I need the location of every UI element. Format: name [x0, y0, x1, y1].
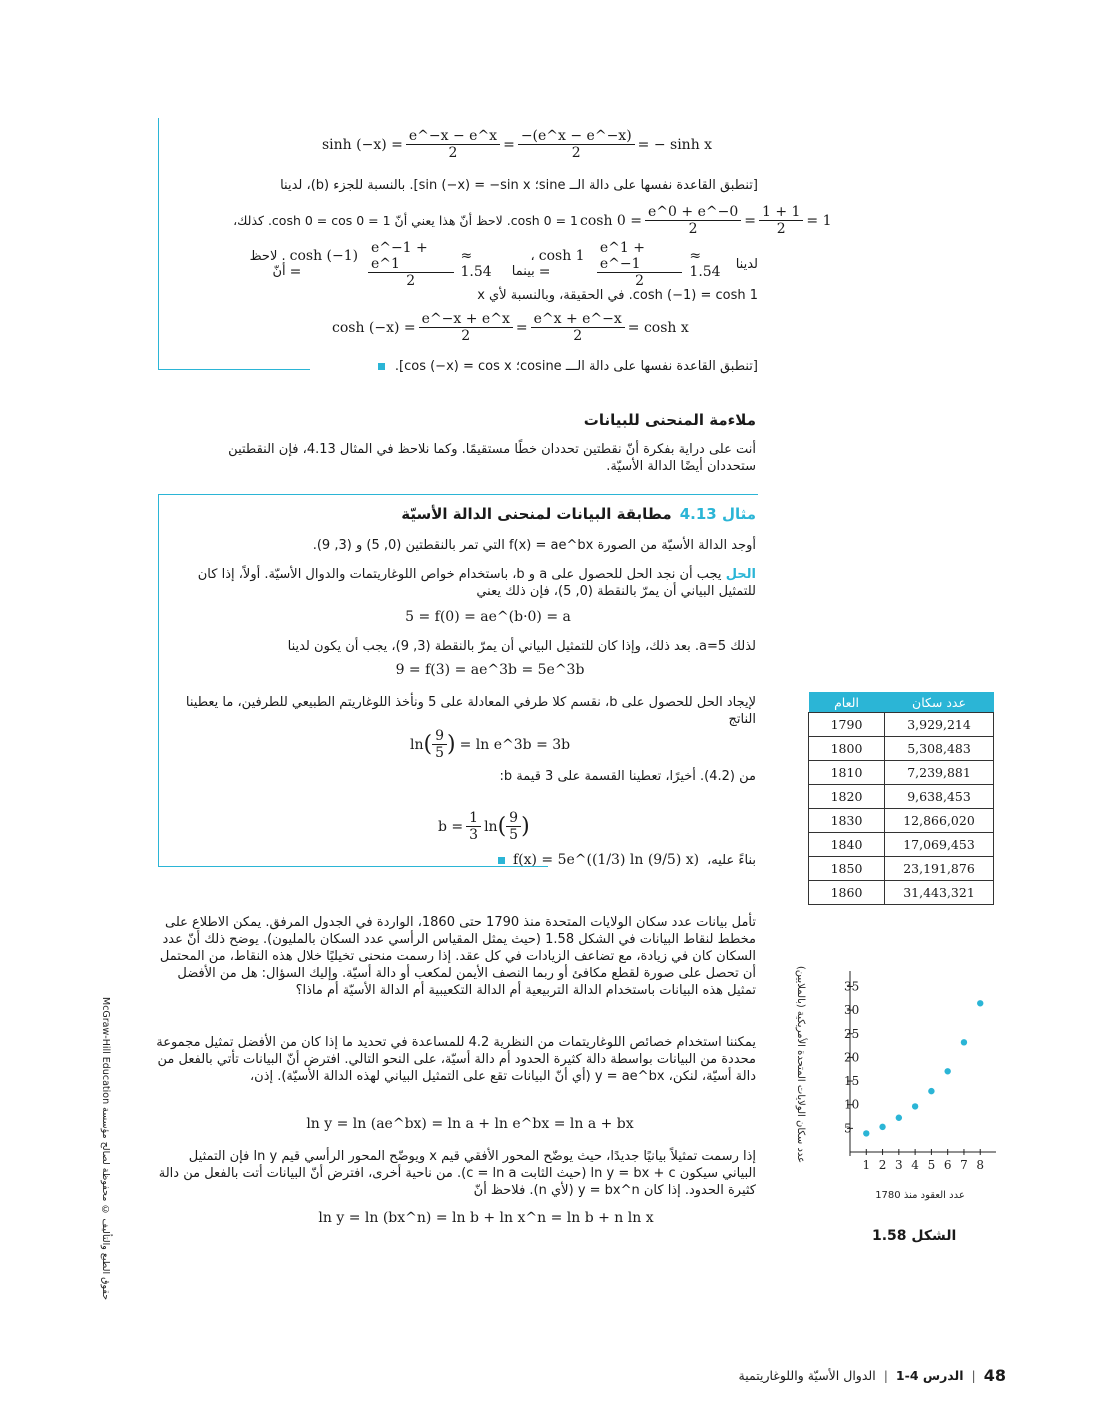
table-cell-year: 1790	[809, 713, 885, 737]
equation-f3: 9 = f(3) = ae^3b = 5e^3b	[395, 662, 585, 678]
table-row	[809, 809, 994, 833]
example-label: مثال 4.13	[679, 505, 756, 523]
chart-data-point	[863, 1130, 869, 1136]
chart-y-axis-label: عدد سكان الولايات المتحدة الأمريكية (بالملايين)	[795, 965, 806, 1164]
final-prefix: بناءً عليه،	[707, 852, 756, 868]
final-answer-row	[336, 852, 756, 868]
cosh-symmetry-fact: cosh (−1) = cosh 1. في الحقيقة، وبالنسبة لأي x	[477, 288, 758, 303]
chart-x-tick-label: 7	[960, 1158, 968, 1172]
lesson-label: الدرس 4-1	[895, 1368, 964, 1383]
chart-x-tick-label: 5	[927, 1158, 936, 1172]
chart-data-point	[977, 1000, 983, 1006]
chart-x-tick-label: 6	[943, 1158, 952, 1172]
cosh-values-line: لدينا ≈ 1.54 cosh 1 = $\frac{e\^{}1 + e\^{}-1}{2}$ ، بينما ≈ 1.54 cosh (−1) = $\frac{e\^{}-1 + e\^{}1}{2}$ . لاحظ أنّ	[249, 239, 758, 289]
example-task: أوجد الدالة الأسيّة من الصورة f(x) = ae^bx التي تمر بالنقطتين (0, 5) و (3, 9).	[312, 538, 756, 553]
chart-data-point	[944, 1068, 950, 1074]
end-marker-icon	[498, 857, 505, 864]
chart-y-tick-label: 35	[844, 979, 860, 994]
equation-ln: ln ( $\frac{9}{5}$ ) = ln e^3b = 3b	[410, 728, 571, 761]
equation-f0: 5 = f(0) = ae^(b·0) = a	[405, 609, 571, 625]
equation-ln-exp: ln y = ln (ae^bx) = ln a + ln e^bx = ln a + bx	[306, 1116, 634, 1132]
top-box-bottom-rule	[158, 369, 310, 370]
table-cell-year: 1820	[809, 785, 885, 809]
table-row	[809, 713, 994, 737]
chart-x-tick-label: 3	[895, 1158, 903, 1172]
equation-b: b = $\frac{1}{3}$ ln ( $\frac{9}{5}$ )	[438, 810, 530, 843]
table-cell-population: 7,239,881	[885, 761, 994, 785]
chart-y-tick-label: 20	[844, 1050, 860, 1065]
table-cell-year: 1850	[809, 857, 885, 881]
population-table	[808, 692, 994, 905]
table-cell-population: 12,866,020	[885, 809, 994, 833]
table-cell-year: 1830	[809, 809, 885, 833]
table-header-year: العام	[809, 692, 885, 713]
table-cell-year: 1800	[809, 737, 885, 761]
table-cell-year: 1810	[809, 761, 885, 785]
body-paragraph-1: تأمل بيانات عدد سكان الولايات المتحدة منذ 1790 حتى 1860، الواردة في الجدول المرفق. يمكن الاطلاع على مخطط لنقاط البيانات في الشكل 1.58 (حيث يمثل المقياس الرأسي عدد السكان بالمليون). يوضح ذلك أنّ عدد السكان كان في زيادة، مع تضاعف الزيادات في كل عقد. إذا رسمت منحنى تخيليًا خلال هذه النقاط، من المحتمل أن تحصل على صورة لقطع مكافئ أو ربما النصف الأيمن لمكعب أو دالة أسيّة. وإليك السؤال: هل من الأفضل تمثيل هذه البيانات باستخدام الدالة التربيعية أم الدالة التكعيبية أم الدالة الأسيّة أم ماذا؟	[159, 915, 756, 998]
equation-ln-poly: ln y = ln (bx^n) = ln b + ln x^n = ln b + n ln x	[318, 1210, 654, 1226]
figure-caption: الشكل 1.58	[872, 1228, 957, 1244]
page-footer: 48 | الدرس 4-1 | الدوال الأسيّة واللوغاريتمية	[738, 1366, 1006, 1385]
example-title: مطابقة البيانات لمنحنى الدالة الأسيّة	[401, 505, 672, 523]
solution-step-3: لإيجاد الحل للحصول على b، نقسم كلا طرفي المعادلة على 5 ونأخذ اللوغاريتم الطبيعي للطرفين، ما يعطينا الناتج	[185, 695, 756, 727]
final-equation: f(x) = 5e^((1/3) ln (9/5) x)	[512, 852, 700, 868]
table-row	[809, 857, 994, 881]
cosh0-text: cosh 0 = 1. لاحظ أنّ هذا يعني أنّ cosh 0 = cos 0 = 1. كذلك،	[233, 213, 578, 228]
table-cell-year: 1860	[809, 881, 885, 905]
table-cell-population: 9,638,453	[885, 785, 994, 809]
table-cell-population: 31,443,321	[885, 881, 994, 905]
table-row	[809, 833, 994, 857]
chart-x-tick-label: 8	[976, 1158, 985, 1172]
top-box-left-rule	[158, 118, 159, 370]
chart-x-axis-label: عدد العقود منذ 1780	[875, 1190, 965, 1201]
table-header-population: عدد سكان	[885, 692, 994, 713]
solution-step-4: من (4.2). أخيرًا، تعطينا القسمة على 3 قيمة b:	[499, 769, 756, 784]
table-cell-population: 23,191,876	[885, 857, 994, 881]
chart-y-tick-label: 10	[844, 1097, 860, 1112]
body-paragraph-3: إذا رسمت تمثيلاً بيانيًا جديدًا، حيث يوضّح المحور الأفقي قيم x ويوضّح المحور الرأسي قيم ln y فإن التمثيل البياني سيكون ln y = bx + c (حيث الثابت c = ln a). من ناحية أخرى، افترض أنّ البيانات أتت بالفعل من دالة كثيرة الحدود. إذا كان y = bx^n (لأي n). فلاحظ أنّ	[158, 1149, 756, 1198]
chart-data-point	[879, 1124, 885, 1130]
body-paragraph-2: يمكننا استخدام خصائص اللوغاريتمات من النظرية 4.2 للمساعدة في تحديد ما إذا كان من الأفضل تمثيل مجموعة محددة من البيانات بواسطة دالة كثيرة الحدود أم دالة أسيّة، على النحو التالي. افترض أنّ البيانات تأتي بالفعل من دالة أسيّة، لنكن، y = ae^bx (أي أنّ البيانات تقع على التمثيل البياني لهذه الدالة الأسيّة). إذن،	[156, 1035, 756, 1084]
chart-data-point	[928, 1088, 934, 1094]
chart-data-point	[896, 1115, 902, 1121]
table-cell-population: 3,929,214	[885, 713, 994, 737]
example-header	[176, 505, 756, 523]
section-intro: أنت على دراية بفكرة أنّ نقطتين تحددان خطًا مستقيمًا. وكما نلاحظ في المثال 4.13، فإن النقطتين ستحددان أيضًا الدالة الأسيّة.	[228, 442, 756, 474]
section-heading: ملاءمة المنحنى للبيانات	[583, 411, 756, 429]
table-cell-population: 17,069,453	[885, 833, 994, 857]
note-cosine-row	[298, 359, 758, 374]
solution-text: يجب أن نجد الحل للحصول على a و b، باستخدام خواص اللوغاريتمات والدوال الأسيّة. أولاً، إذا كان للتمثيل البياني أن يمرّ بالنقطة (0, 5)، فإن ذلك يعني	[197, 567, 756, 599]
chart-data-point	[912, 1103, 918, 1109]
table-row	[809, 881, 994, 905]
table-cell-year: 1840	[809, 833, 885, 857]
solution-step-2: لذلك a=5. بعد ذلك، وإذا كان للتمثيل البياني أن يمرّ بالنقطة (3, 9)، يجب أن يكون لدينا	[287, 639, 756, 654]
table-cell-population: 5,308,483	[885, 737, 994, 761]
table-row	[809, 785, 994, 809]
table-row	[809, 737, 994, 761]
solution-paragraph	[176, 566, 756, 600]
solution-label: الحل	[725, 567, 756, 582]
page-number: 48	[983, 1366, 1006, 1385]
chart-y-tick-label: 25	[844, 1026, 860, 1041]
note-cosine-rule: [تنطبق القاعدة نفسها على دالة الـــ cosine؛ cos (−x) = cos x].	[394, 359, 758, 374]
example-left-rule	[158, 494, 159, 866]
chart-x-tick-label: 4	[911, 1158, 919, 1172]
table-row	[809, 761, 994, 785]
note-sine-rule: [تنطبق القاعدة نفسها على دالة الــ sine؛ sin (−x) = −sin x]. بالنسبة للجزء (b)، لدينا	[280, 178, 758, 193]
copyright-sidebar: حقوق الطبع والتأليف © محفوظة لصالح مؤسسة McGraw-Hill Education	[100, 996, 111, 1300]
chart-data-point	[961, 1039, 967, 1045]
table-body	[809, 713, 994, 905]
coshx-equation: cosh (−x) = $\frac{e\^{}-x + e\^{}x}{2}$ = $\frac{e\^{}x + e\^{}-x}{2}$ = cosh x	[332, 311, 689, 344]
chart-x-tick-label: 2	[878, 1158, 887, 1172]
end-marker-icon	[378, 363, 385, 370]
chart-x-tick-label: 1	[862, 1158, 871, 1172]
sinh-equation: sinh (−x) = $\frac{e\^{}-x - e\^{}x}{2}$ = $\frac{-(e\^{}x - e\^{}-x)}{2}$ = − sinh x	[322, 128, 713, 161]
chart-y-tick-label: 30	[844, 1003, 860, 1018]
lesson-title: الدوال الأسيّة واللوغاريتمية	[738, 1368, 876, 1383]
chart-y-tick-label: 15	[844, 1074, 860, 1089]
cosh0-equation: cosh 0 = $\frac{e\^{}0 + e\^{}-0}{2}$ = $\frac{1 + 1}{2}$ = 1	[580, 204, 832, 237]
example-top-rule	[158, 494, 758, 495]
chart-y-tick-label: 5	[844, 1121, 852, 1136]
population-scatter-chart	[780, 960, 1010, 1220]
